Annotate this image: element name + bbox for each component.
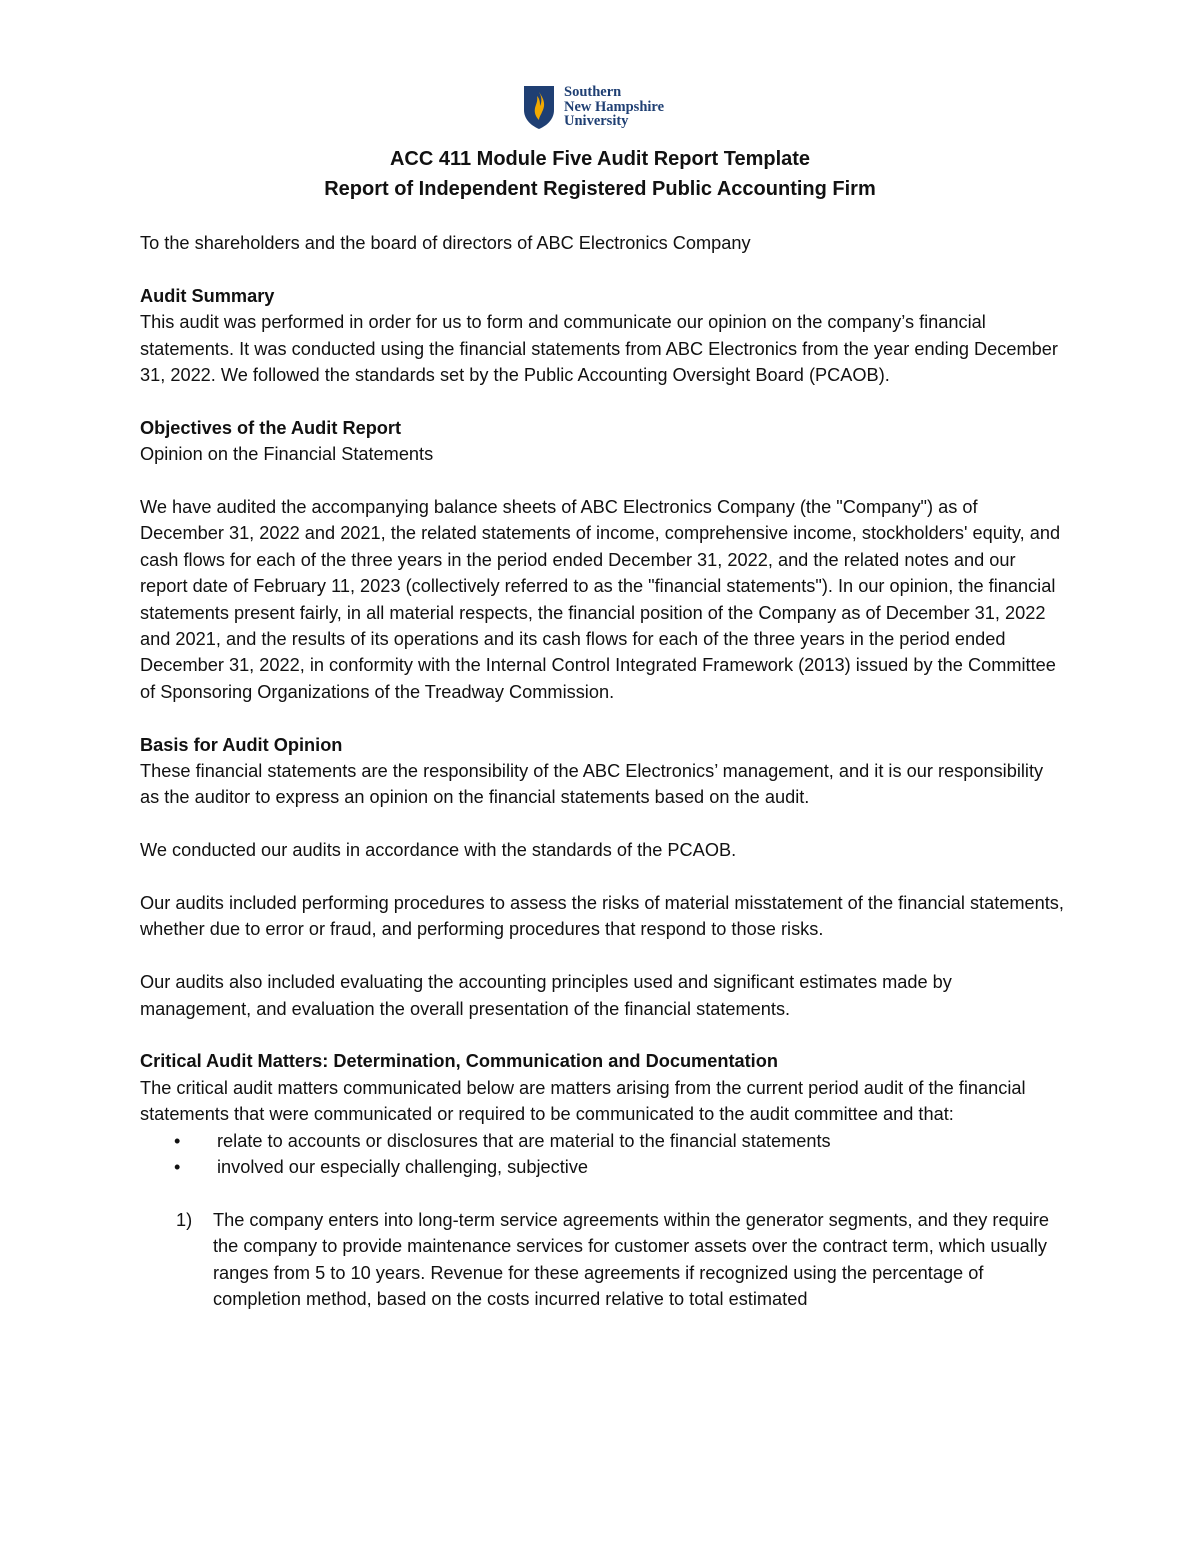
matters-list [140,1207,1065,1313]
list-item-text: relate to accounts or disclosures that are material to the financial statements [217,1130,831,1151]
university-logo [522,82,702,132]
list-item [140,1128,1065,1154]
bullet-icon: • [174,1157,181,1178]
shield-icon [522,84,556,130]
list-item [140,1154,1065,1180]
list-item-text: involved our especially challenging, subjective [217,1157,589,1178]
critical-matters-text: The critical audit matters communicated below are matters arising from the current period audit of the financial statements that were communicated or required to be communicated to the audit committee and that: [140,1077,1026,1125]
basis-paragraph-4: Our audits also included evaluating the accounting principles used and significant estimates made by management, and evaluation the overall presentation of the financial statements. [140,972,952,1019]
document-title: ACC 411 Module Five Audit Report Template [389,148,811,170]
objectives-heading: Objectives of the Audit Report [140,417,402,438]
bullet-icon: • [174,1130,181,1151]
criteria-list [140,1128,1065,1181]
logo-wordmark [564,85,664,129]
critical-matters-heading: Critical Audit Matters: Determination, Communication and Documentation [140,1051,778,1072]
audit-summary-heading: Audit Summary [140,285,275,306]
opinion-subheading: Opinion on the Financial Statements [140,444,434,465]
logo-line-2: New Hampshire [564,98,665,115]
salutation: To the shareholders and the board of directors of ABC Electronics Company [140,233,751,253]
audit-summary-text: This audit was performed in order for us to form and communicate our opinion on the company’s financial statements. It was conducted using the financial statements from ABC Electronics from the year ending December 31, 2022. We followed the standards set by the Public Accounting Oversight Board (PCAOB). [140,312,1058,386]
list-item [140,1207,1065,1313]
document-body [140,230,1065,1313]
item-number: 1) [176,1209,193,1230]
basis-paragraph-3: Our audits included performing procedures to assess the risks of material misstatement of the financial statements, whether due to error or fraud, and performing procedures that respond to those risks. [140,893,1064,940]
basis-heading: Basis for Audit Opinion [140,734,343,755]
list-item-text: The company enters into long-term service agreements within the generator segments, and they require the company to provide maintenance services for customer assets over the contract term, which usually ranges from 5 to 10 years. Revenue for these agreements if recognized using the percentage of completion method, based on the costs incurred relative to total estimated [213,1209,1050,1310]
basis-paragraph-1: These financial statements are the responsibility of the ABC Electronics’ management, and it is our responsibility as the auditor to express an opinion on the financial statements based on the audit. [140,761,1044,808]
basis-paragraph-2: We conducted our audits in accordance with the standards of the PCAOB. [140,840,737,861]
logo-line-1: Southern [564,84,622,101]
opinion-text: We have audited the accompanying balance sheets of ABC Electronics Company (the "Company") as of December 31, 2022 and 2021, the related statements of income, comprehensive income, stockholders' equity, and cash flows for each of the three years in the period ended December 31, 2022, and the related notes and our report date of February 11, 2023 (collectively referred to as the "financial statements"). In our opinion, the financial statements present fairly, in all material respects, the financial position of the Company as of December 31, 2022 and 2021, and the results of its operations and its cash flows for each of the three years in the period ended December 31, 2022, in conformity with the Internal Control Integrated Framework (2013) issued by the Committee of Sponsoring Organizations of the Treadway Commission. [140,497,1061,702]
logo-line-3: University [564,113,629,130]
document-subtitle: Report of Independent Registered Public Accounting Firm [324,178,876,200]
